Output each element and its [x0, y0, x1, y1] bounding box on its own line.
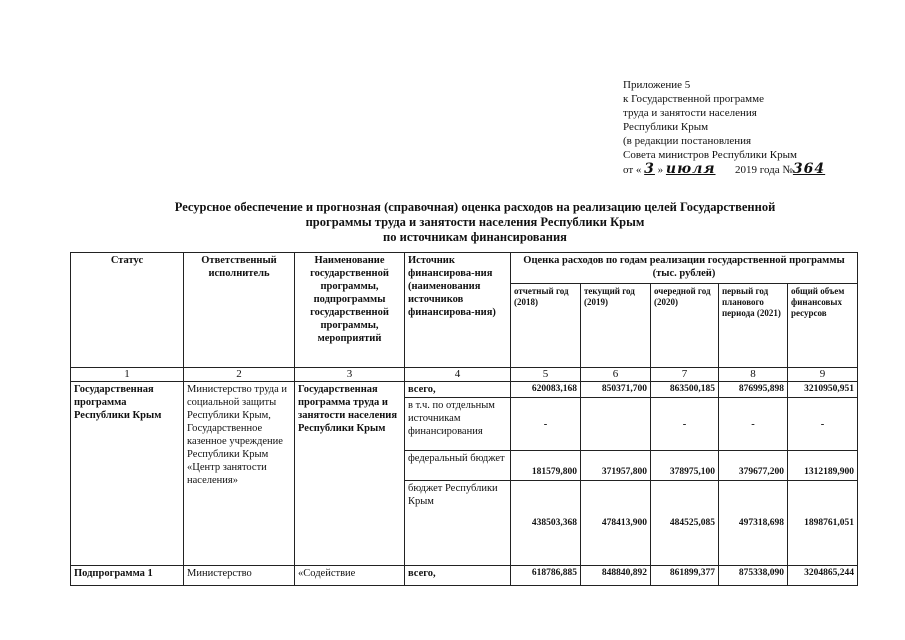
header-year-2021: первый год планового периода (2021)	[719, 284, 788, 368]
title-line: Ресурсное обеспечение и прогнозная (справочная) оценка расходов на реализацию целей Государственной	[174, 200, 776, 214]
value-2018: 181579,800	[511, 451, 581, 481]
value-2021: -	[719, 398, 788, 451]
header-source: Источник финансирова-ния (наименования источников финансирова-ния)	[405, 253, 511, 368]
value-2020: 378975,100	[651, 451, 719, 481]
column-index: 7	[651, 368, 719, 382]
value-2018: 620083,168	[511, 382, 581, 398]
resource-table	[70, 252, 858, 586]
value-total: 3210950,951	[788, 382, 858, 398]
header-executor: Ответственный исполнитель	[184, 253, 295, 368]
value-2021: 876995,898	[719, 382, 788, 398]
appendix-line: труда и занятости населения	[623, 107, 757, 119]
column-index: 9	[788, 368, 858, 382]
value-2019: 848840,892	[581, 566, 651, 586]
status-cell: Государственная программа Республики Крым	[71, 382, 184, 566]
appendix-line: Совета министров Республики Крым	[623, 149, 797, 161]
date-mid: »	[657, 164, 664, 176]
value-2018: -	[511, 398, 581, 451]
value-2021: 875338,090	[719, 566, 788, 586]
header-status: Статус	[71, 253, 184, 368]
value-total: 3204865,244	[788, 566, 858, 586]
value-2021: 379677,200	[719, 451, 788, 481]
column-index: 3	[295, 368, 405, 382]
source-cell: в т.ч. по отдельным источникам финансирования	[405, 398, 511, 451]
value-total: 1312189,900	[788, 451, 858, 481]
source-cell: всего,	[405, 566, 511, 586]
appendix-line: Приложение 5	[623, 79, 691, 91]
header-estimate: Оценка расходов по годам реализации государственной программы (тыс. рублей)	[511, 253, 858, 284]
value-2020: 863500,185	[651, 382, 719, 398]
date-prefix: от «	[623, 164, 642, 176]
value-2019: 478413,900	[581, 481, 651, 566]
value-2020: -	[651, 398, 719, 451]
value-2018: 438503,368	[511, 481, 581, 566]
appendix-note	[623, 78, 825, 177]
value-2021: 497318,698	[719, 481, 788, 566]
value-2019	[581, 398, 651, 451]
handwritten-day: 3	[644, 161, 655, 177]
appendix-line: к Государственной программе	[623, 93, 764, 105]
header-program: Наименование государственной программы, подпрограммы государственной программы, мероприятий	[295, 253, 405, 368]
value-2019: 371957,800	[581, 451, 651, 481]
value-2020: 484525,085	[651, 481, 719, 566]
column-index: 6	[581, 368, 651, 382]
handwritten-month: июля	[665, 161, 716, 177]
value-total: 1898761,051	[788, 481, 858, 566]
source-cell: бюджет Республики Крым	[405, 481, 511, 566]
value-2020: 861899,377	[651, 566, 719, 586]
date-year: 2019 года №	[735, 164, 793, 176]
column-index: 1	[71, 368, 184, 382]
handwritten-number: 364	[792, 161, 826, 177]
column-index: 5	[511, 368, 581, 382]
title-line: по источникам финансирования	[383, 230, 567, 244]
header-year-2020: очередной год (2020)	[651, 284, 719, 368]
header-total: общий объем финансовых ресурсов	[788, 284, 858, 368]
status-cell: Подпрограмма 1	[71, 566, 184, 586]
header-year-2018: отчетный год (2018)	[511, 284, 581, 368]
source-cell: всего,	[405, 382, 511, 398]
executor-cell: Министерство	[184, 566, 295, 586]
source-cell: федеральный бюджет	[405, 451, 511, 481]
appendix-line: (в редакции постановления	[623, 135, 752, 147]
column-index: 2	[184, 368, 295, 382]
value-total: -	[788, 398, 858, 451]
column-index: 8	[719, 368, 788, 382]
appendix-date-line	[623, 162, 825, 177]
program-cell: Государственная программа труда и занятости населения Республики Крым	[295, 382, 405, 566]
column-index: 4	[405, 368, 511, 382]
value-2018: 618786,885	[511, 566, 581, 586]
executor-cell: Министерство труда и социальной защиты Республики Крым, Государственное казенное учреждение Республики Крым «Центр занятости населения»	[184, 382, 295, 566]
program-cell: «Содействие	[295, 566, 405, 586]
title-line: программы труда и занятости населения Республики Крым	[305, 215, 645, 229]
value-2019: 850371,700	[581, 382, 651, 398]
appendix-line: Республики Крым	[623, 121, 709, 133]
header-year-2019: текущий год (2019)	[581, 284, 651, 368]
document-title	[60, 200, 890, 245]
